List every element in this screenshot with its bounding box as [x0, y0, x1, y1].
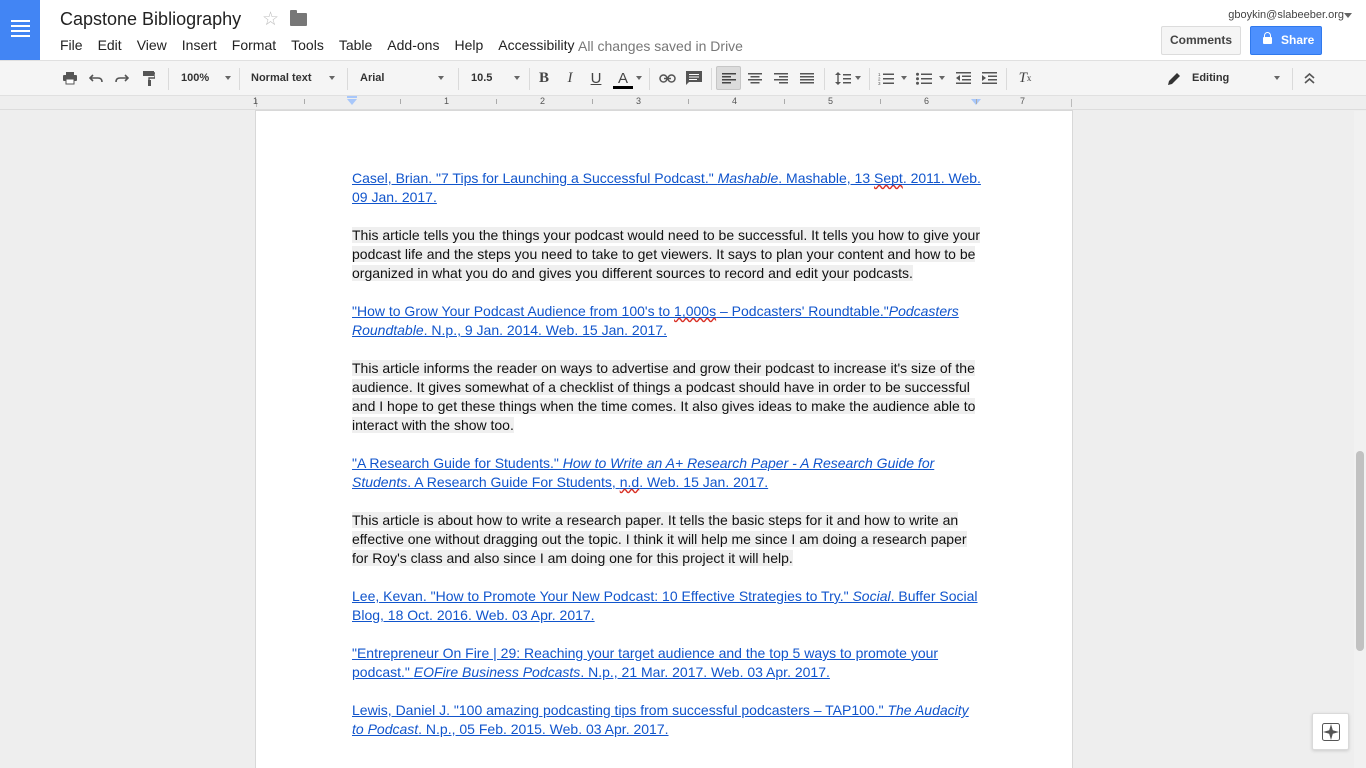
citation-source: Social	[852, 588, 891, 604]
chevron-down-icon	[514, 76, 520, 80]
citation-text: "A Research Guide for Students."	[352, 455, 563, 471]
menu-table[interactable]: Table	[338, 37, 373, 53]
collapse-menus-icon[interactable]	[1297, 61, 1321, 95]
summary-text: This article tells you the things your podcast would need to be successful. It tells you how to give your podcast life and the steps you need to take to get viewers. It says to plan your content and how to be organized in what you do and gives you different sources to record and edit your podcasts.	[352, 227, 980, 281]
clear-formatting-icon[interactable]: T x	[1018, 69, 1032, 86]
horizontal-ruler[interactable]	[0, 96, 1366, 110]
align-center-icon[interactable]	[743, 61, 767, 95]
citation-paragraph[interactable]	[352, 302, 982, 340]
summary-text: This article is about how to write a research paper. It tells the basic steps for it and how to write an effective one without dragging out the topic. I think it will help me since I am doing a research paper for Roy's class and also since I am doing one for this project it will help.	[352, 512, 967, 566]
vertical-scrollbar[interactable]	[1354, 111, 1366, 768]
citation-link[interactable]	[352, 170, 981, 205]
bold-button[interactable]: B	[538, 69, 549, 86]
menu-insert[interactable]: Insert	[181, 37, 217, 53]
ruler-number: 3	[636, 96, 642, 106]
citation-text: . Buffer Social Blog, 18 Oct. 2016. Web. 03 Apr. 2017.	[352, 588, 978, 623]
ruler-number: 4	[732, 96, 738, 106]
star-icon[interactable]: ☆	[262, 9, 280, 30]
underline-button[interactable]: U	[590, 69, 602, 87]
document-page[interactable]	[256, 111, 1072, 768]
increase-indent-icon[interactable]	[977, 61, 1001, 95]
menu-addons[interactable]: Add-ons	[387, 37, 440, 53]
link-icon[interactable]	[655, 61, 679, 95]
docs-home-icon[interactable]	[0, 0, 40, 60]
citation-source: How to Write an A+ Research Paper - A Research Guide for Students	[352, 455, 935, 490]
chevron-down-icon	[329, 76, 335, 80]
summary-paragraph[interactable]	[352, 511, 982, 568]
scrollbar-thumb[interactable]	[1356, 451, 1364, 651]
chevron-down-icon	[225, 76, 231, 80]
chevron-down-icon	[1274, 76, 1280, 80]
line-spacing-dropdown[interactable]	[855, 61, 863, 95]
font-size-value: 10.5	[471, 72, 493, 84]
citation-paragraph[interactable]	[352, 587, 982, 625]
redo-icon[interactable]	[110, 61, 134, 95]
menu-view[interactable]: View	[136, 37, 167, 53]
svg-text:2: 2	[878, 76, 881, 81]
first-line-indent-marker[interactable]	[347, 96, 357, 98]
explore-icon	[1322, 723, 1340, 741]
align-left-icon[interactable]	[716, 66, 741, 90]
print-icon[interactable]	[58, 61, 82, 95]
menu-edit[interactable]: Edit	[97, 37, 122, 53]
citation-source: The Audacity to Podcast	[352, 702, 969, 737]
citation-text: . N.p., 9 Jan. 2014. Web. 15 Jan. 2017.	[423, 322, 667, 338]
menu-format[interactable]: Format	[231, 37, 277, 53]
comments-button[interactable]: Comments	[1161, 26, 1241, 55]
bulleted-list-dropdown[interactable]	[939, 61, 947, 95]
citation-paragraph[interactable]	[352, 644, 982, 682]
account-email[interactable]: gboykin@slabeeber.org	[1228, 9, 1344, 21]
ruler-number: 1	[253, 96, 259, 106]
citation-paragraph[interactable]	[352, 701, 982, 739]
citation-text: . Mashable, 13	[778, 170, 875, 186]
document-title[interactable]: Capstone Bibliography	[60, 9, 242, 29]
document-body[interactable]	[352, 169, 982, 758]
ruler-number: 5	[828, 96, 834, 106]
numbered-list-dropdown[interactable]	[901, 61, 909, 95]
citation-link[interactable]	[352, 645, 938, 680]
ruler-number: 7	[1020, 96, 1026, 106]
share-label: Share	[1281, 33, 1315, 47]
text-color-swatch	[613, 86, 633, 89]
spellcheck-word: 1,000s	[674, 303, 717, 319]
account-dropdown-icon[interactable]	[1344, 13, 1352, 18]
summary-paragraph[interactable]	[352, 226, 982, 283]
text-color-letter: A	[617, 69, 628, 87]
citation-text: Lewis, Daniel J. "100 amazing podcasting tips from successful podcasters – TAP100."	[352, 702, 888, 718]
menu-file[interactable]: File	[60, 37, 83, 53]
text-color-button[interactable]	[610, 61, 636, 95]
app-header	[0, 0, 1366, 60]
chevron-down-icon	[438, 76, 444, 80]
menu-tools[interactable]: Tools	[291, 37, 324, 53]
italic-button[interactable]: I	[567, 69, 573, 86]
ruler-number: 6	[924, 96, 930, 106]
spellcheck-word: n.d	[619, 474, 640, 490]
paragraph-style-value: Normal text	[251, 72, 312, 84]
citation-text: . N.p., 21 Mar. 2017. Web. 03 Apr. 2017.	[580, 664, 830, 680]
citation-source: EOFire Business Podcasts	[413, 664, 581, 680]
citation-text: . 2011. Web. 09 Jan. 2017.	[352, 170, 981, 205]
citation-text: "Entrepreneur On Fire | 29: Reaching your target audience and the top 5 ways to promote your podcast."	[352, 645, 939, 680]
comment-icon[interactable]	[682, 61, 706, 95]
editing-mode-dropdown[interactable]	[1168, 61, 1286, 95]
share-button[interactable]	[1250, 26, 1322, 55]
svg-text:3: 3	[878, 80, 881, 85]
numbered-list-icon[interactable]	[874, 61, 898, 95]
line-spacing-icon[interactable]	[831, 61, 855, 95]
editing-mode-label: Editing	[1192, 72, 1230, 84]
citation-link[interactable]	[352, 303, 959, 338]
ruler-number: 2	[540, 96, 546, 106]
left-indent-marker[interactable]	[347, 99, 357, 105]
citation-text: . A Research Guide For Students,	[407, 474, 620, 490]
citation-text: . N.p., 05 Feb. 2015. Web. 03 Apr. 2017.	[418, 721, 669, 737]
align-right-icon[interactable]	[769, 61, 793, 95]
paragraph-style-dropdown[interactable]	[251, 61, 335, 95]
citation-text: "How to Grow Your Podcast Audience from 100's to	[352, 303, 675, 319]
citation-text: Casel, Brian. "7 Tips for Launching a Successful Podcast."	[352, 170, 718, 186]
citation-paragraph[interactable]	[352, 454, 982, 492]
zoom-value: 100%	[181, 72, 210, 84]
justify-icon[interactable]	[795, 61, 819, 95]
lock-icon	[1263, 37, 1272, 44]
undo-icon[interactable]	[84, 61, 108, 95]
zoom-dropdown[interactable]	[181, 61, 231, 95]
citation-link[interactable]	[352, 588, 978, 623]
menu-accessibility[interactable]: Accessibility	[498, 37, 575, 53]
citation-text: – Podcasters' Roundtable."	[716, 303, 889, 319]
font-value: Arial	[360, 72, 385, 84]
citation-link[interactable]	[352, 702, 969, 737]
bulleted-list-icon[interactable]	[912, 61, 936, 95]
text-color-dropdown[interactable]	[636, 61, 644, 95]
folder-icon[interactable]	[290, 13, 307, 26]
spellcheck-word: Sept	[874, 170, 903, 186]
citation-paragraph[interactable]	[352, 169, 982, 207]
font-dropdown[interactable]	[360, 61, 444, 95]
decrease-indent-icon[interactable]	[951, 61, 975, 95]
citation-text: Lee, Kevan. "How to Promote Your New Podcast: 10 Effective Strategies to Try."	[352, 588, 853, 604]
svg-text:1: 1	[878, 71, 881, 77]
pencil-icon	[1168, 72, 1181, 85]
menu-bar	[60, 37, 590, 53]
citation-source: Podcasters Roundtable	[352, 303, 959, 338]
menu-help[interactable]: Help	[454, 37, 484, 53]
formatting-toolbar	[0, 60, 1366, 96]
citation-source: Mashable	[717, 170, 779, 186]
font-size-dropdown[interactable]	[471, 61, 520, 95]
summary-text: This article informs the reader on ways to advertise and grow their podcast to increase it's size of the audience. It gives somewhat of a checklist of things a podcast should have in order to be successful and I hope to get these things when the time comes. It also gives ideas to make the audience able to interact with the show too.	[352, 360, 976, 433]
explore-button[interactable]	[1312, 713, 1349, 750]
summary-paragraph[interactable]	[352, 359, 982, 435]
save-status[interactable]: All changes saved in Drive	[578, 38, 743, 54]
citation-text: . Web. 15 Jan. 2017.	[639, 474, 769, 490]
paint-format-icon[interactable]	[137, 61, 161, 95]
ruler-number: 1	[444, 96, 450, 106]
citation-link[interactable]	[352, 455, 934, 490]
